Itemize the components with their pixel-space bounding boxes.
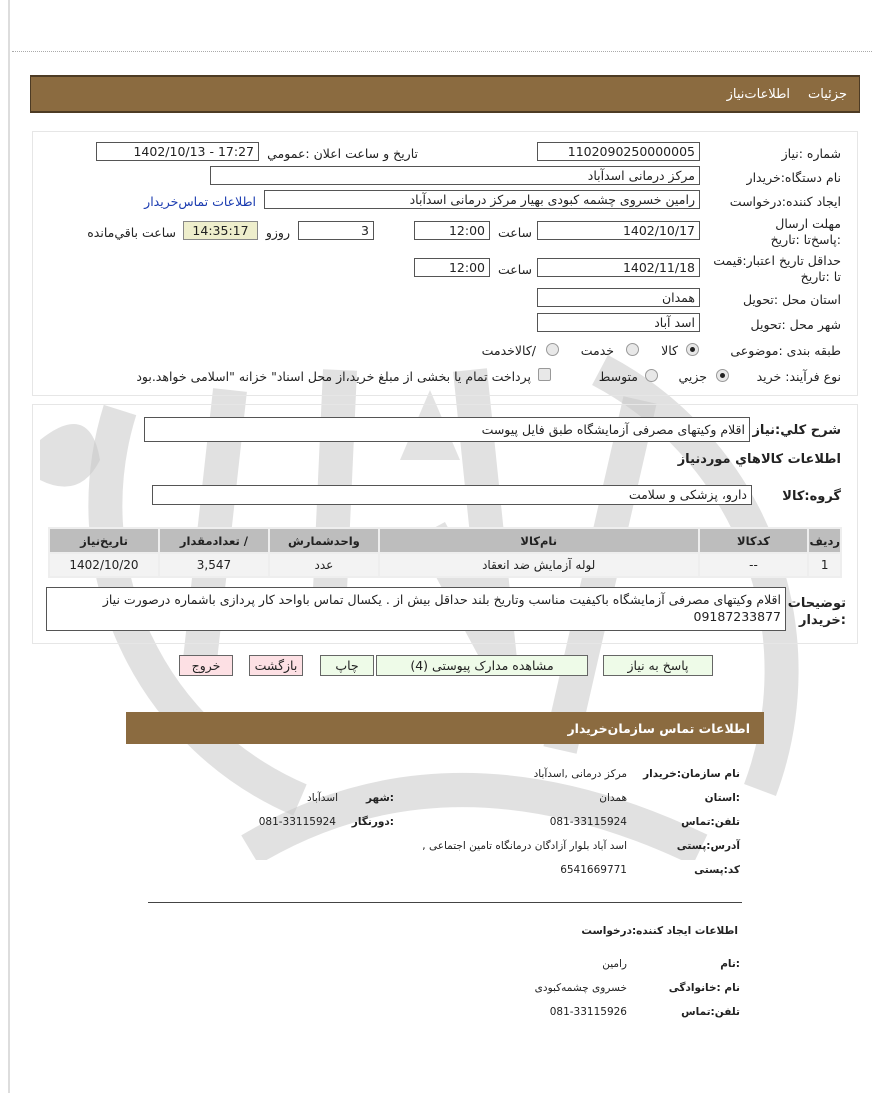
category-option-service: خدمت [580,343,614,358]
creator-family-value: خسروی چشمه‌کبودی [534,982,627,994]
print-button[interactable]: چاپ [320,655,374,676]
remaining-time-display: 14:35:17 [183,221,258,240]
tab-details[interactable]: جزئیات [808,86,847,102]
treasury-checkbox[interactable] [538,368,551,381]
fax-value: 081-33115924 [258,816,336,828]
validity-time-label: ساعت [497,262,532,277]
process-option-minor: جزیي [678,369,707,384]
buyer-org-field[interactable]: مرکز درمانی اسدآباد [210,166,700,185]
city-field[interactable]: اسد آباد [537,313,700,332]
top-divider [12,51,872,52]
days-label: روزو [265,225,290,240]
province-label-2: :استان [704,792,740,804]
city-label: شهر محل :تحویل [750,317,841,332]
cell-name: لوله آزمایش ضد انعقاد [379,553,699,577]
deadline-time-field[interactable]: 12:00 [414,221,490,240]
buyer-contact-header [126,712,764,744]
category-option-goods: کالا [661,343,678,358]
category-radio-goods-service[interactable] [546,343,559,356]
group-field[interactable]: دارو، پزشکی و سلامت [152,485,752,505]
buyer-notes-label: توضیحات :خریدار [787,596,846,628]
province-value-2: همدان [599,792,627,804]
section-divider [148,902,742,903]
need-number-field[interactable]: 1102090250000005 [537,142,700,161]
process-label: نوع فرآیند: خرید [756,369,841,384]
org-value: مرکز درمانی ,اسدآباد [533,768,627,780]
col-code: کدکالا [699,528,809,553]
buyer-org-label: نام دستگاه:خریدار [746,170,841,185]
process-radio-medium[interactable] [645,369,658,382]
deadline-date-field[interactable]: 1402/10/17 [537,221,700,240]
col-quantity: / تعدادمقدار [159,528,269,553]
creator-phone-label: تلفن:تماس [681,1006,740,1018]
cell-row: 1 [808,553,841,577]
exit-button[interactable]: خروج [179,655,233,676]
org-label: نام سازمان:خریدار [643,768,740,780]
back-button[interactable]: بازگشت [249,655,303,676]
col-name: نام‌کالا [379,528,699,553]
buyer-notes-field: اقلام وکیتهای مصرفی آزمایشگاه باکیفیت مناسب وتاریخ بلند حداقل بیش از . یکسال تماس باواحد کار پردازی باشماره درصورت نیاز 09187233877 [46,587,786,631]
general-desc-label: شرح کلي:نیاز [752,423,841,438]
creator-label: ایجاد کننده:درخواست [729,194,841,209]
city-label-2: :شهر [366,792,394,804]
deadline-label: مهلت ارسال :پاسخ‌تا :تاریخ [770,216,841,247]
buyer-contact-link[interactable]: اطلاعات تماس‌خریدار [144,194,256,209]
col-row: ردیف [808,528,841,553]
deadline-time-label: ساعت [497,225,532,240]
cell-unit: عدد [269,553,379,577]
treasury-note: پرداخت تمام یا بخشی از مبلغ خرید،از محل اسناد" خزانه "اسلامی خواهد.بود [136,369,531,384]
details-header-bar [30,75,860,113]
phone-value: 081-33115924 [549,816,627,828]
group-label: گروه:کالا [782,489,841,504]
address-label: آدرس:پستی [676,840,740,852]
postal-value: 6541669771 [560,864,627,876]
col-unit: واحدشمارش [269,528,379,553]
province-label: استان محل :تحویل [742,292,841,307]
category-radio-goods[interactable] [686,343,699,356]
attachments-button[interactable]: مشاهده مدارک پیوستی (4) [376,655,588,676]
city-value-2: اسدآباد [307,792,338,804]
remaining-label: ساعت باقي‌مانده [87,225,176,240]
items-table-header [49,528,841,553]
days-field[interactable]: 3 [298,221,374,240]
announce-label: تاریخ و ساعت اعلان :عمومي [267,146,418,161]
address-value: اسد آباد بلوار آزادگان درمانگاه تامین اجتماعی , [422,840,627,852]
items-table [48,527,842,578]
postal-label: کد:پستی [694,864,740,876]
table-row [49,553,841,577]
fax-label: :دورنگار [351,816,394,828]
validity-date-field[interactable]: 1402/11/18 [537,258,700,277]
process-radio-minor[interactable] [716,369,729,382]
validity-label: حداقل تاریخ اعتبار:قیمت تا :تاریخ [713,253,841,284]
reply-button[interactable]: پاسخ به نیاز [603,655,713,676]
goods-info-title: اطلاعات کالاهاي موردنیاز [677,452,841,467]
col-need-date: تاریخ‌نیاز [49,528,159,553]
creator-field[interactable]: رامین خسروی چشمه کبودی بهیار مرکز درمانی اسدآباد [264,190,700,209]
creator-name-label: :نام [720,958,740,970]
creator-name-value: رامین [602,958,627,970]
need-number-label: شماره :نیاز [781,146,841,161]
validity-time-field[interactable]: 12:00 [414,258,490,277]
creator-phone-value: 081-33115926 [549,1006,627,1018]
category-option-goods-service: /کالاخدمت [481,343,536,358]
creator-contact-title: اطلاعات ایجاد کننده:درخواست [581,925,738,937]
buyer-contact-title: اطلاعات تماس سازمان‌خریدار [567,720,750,736]
left-border [8,0,10,1093]
cell-need-date: 1402/10/20 [49,553,159,577]
process-option-medium: متوسط [598,369,638,384]
category-radio-service[interactable] [626,343,639,356]
category-label: طبقه بندی :موضوعی [730,343,841,358]
phone-label: تلفن:تماس [681,816,740,828]
creator-family-label: نام :خانوادگی [668,982,740,994]
general-desc-field[interactable]: اقلام وکیتهای مصرفی آزمایشگاه طبق فایل پیوست [144,417,750,442]
cell-quantity: 3,547 [159,553,269,577]
cell-code: -- [699,553,809,577]
announce-field[interactable]: 1402/10/13 - 17:27 [96,142,259,161]
tab-need-info[interactable]: اطلاعات‌نیاز [726,86,791,102]
province-field[interactable]: همدان [537,288,700,307]
